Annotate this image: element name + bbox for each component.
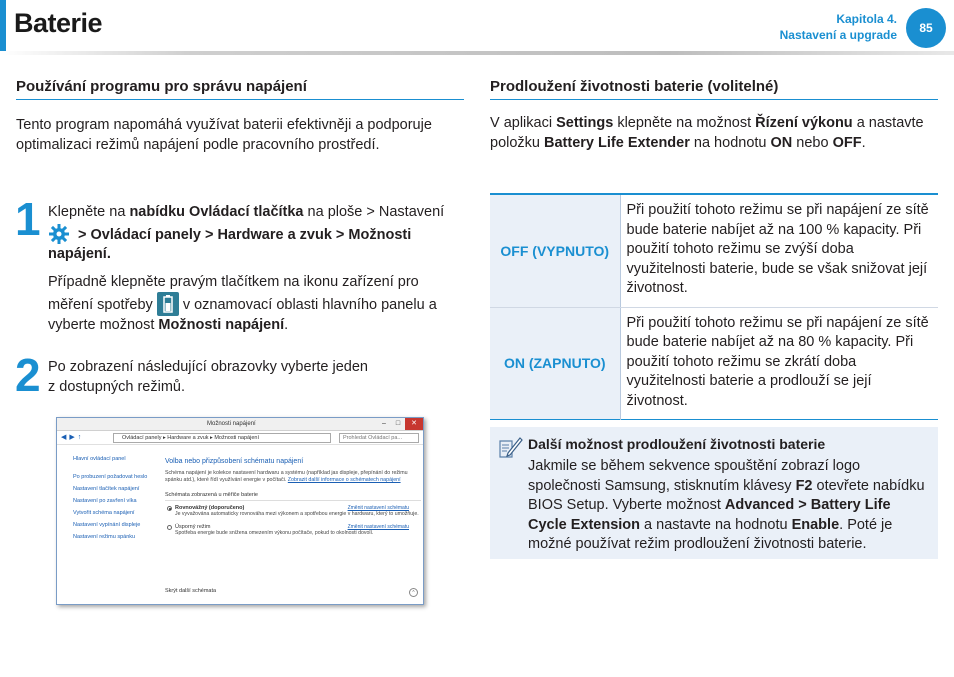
right-intro: V aplikaci Settings klepněte na možnost Řízení výkonu a nastavte položku Battery Life Extender na hodnotu ON nebo OFF. (490, 115, 924, 151)
chapter-label (780, 11, 897, 43)
page-title: Baterie (14, 8, 103, 38)
note-box (490, 427, 938, 559)
window-controls (377, 418, 423, 430)
close-icon[interactable]: ✕ (405, 418, 423, 430)
plan-power-saver[interactable] (165, 524, 421, 537)
change-plan-link[interactable]: Změnit nastavení schématu (347, 524, 409, 530)
sidebar-link[interactable]: Hlavní ovládací panel (73, 456, 126, 462)
table-value: Při použití tohoto režimu se při napájení ze sítě bude baterie nabíjet až na 80 % kapacity. Při použití tohoto režimu se zkrátí doba využitelnosti baterie a prodlouží se její životnost. (626, 314, 929, 409)
maximize-icon[interactable]: □ (395, 420, 401, 427)
nav-back-forward-icon[interactable]: ◀▶↑ (61, 434, 85, 441)
window-title: Možnosti napájení (207, 421, 256, 427)
page-number-badge: 85 (906, 8, 946, 48)
sidebar-link[interactable]: Nastavení po zavření víka (73, 498, 137, 504)
header-accent-bar (0, 0, 6, 52)
table-row (490, 194, 938, 307)
header-rule (0, 51, 954, 55)
window-main-heading: Volba nebo přizpůsobení schématu napájení (165, 458, 304, 465)
plans-group-label: Schémata zobrazená u měřiče baterie (165, 492, 421, 501)
plan-description: Je vyvažována automaticky rovnováha mezi výkonem a spotřebou energie v hardwaru, který to umožňuje. (175, 511, 419, 517)
plan-description: Spotřeba energie bude snížena omezením výkonu počítače, pokud to okolnosti dovolí. (175, 530, 374, 536)
hide-plans-label[interactable]: Skrýt další schémata (165, 588, 217, 594)
step-2-number: 2 (15, 349, 41, 401)
sidebar-link[interactable]: Nastavení tlačítek napájení (73, 486, 140, 492)
note-pencil-icon (496, 433, 524, 461)
window-main (165, 458, 421, 537)
left-section-heading: Používání programu pro správu napájení (16, 78, 464, 100)
gear-icon (48, 223, 70, 245)
mode-table (490, 193, 938, 420)
left-column (16, 78, 464, 155)
more-info-link[interactable]: Zobrazit další informace o schématech napájení (287, 477, 401, 483)
window-sidebar (57, 446, 157, 605)
window-titlebar (57, 418, 423, 431)
breadcrumb-path[interactable]: Ovládací panely ▸ Hardware a zvuk ▸ Možnosti napájení (113, 433, 331, 443)
step-1-number: 1 (15, 193, 41, 245)
chapter-number: Kapitola 4. (836, 12, 897, 26)
plan-name: Rovnovážný (doporučeno) (175, 505, 245, 511)
change-plan-link[interactable]: Změnit nastavení schématu (347, 505, 409, 511)
note-body: Jakmile se během sekvence spouštění zobrazí logo společnosti Samsung, stisknutím klávesy F2 otevřete nabídku BIOS Setup. Vyberte možnost Advanced > Battery Life Cycle Extension a nastavte na hodnotu Enable. Poté je možné používat režim prodloužení životnosti baterie. (528, 458, 925, 552)
left-intro: Tento program napomáhá využívat baterii efektivněji a podporuje optimalizaci režimů napájení podle pracovního prostředí. (16, 117, 432, 153)
step-2-text: Po zobrazení následující obrazovky vyberte jeden z dostupných režimů. (48, 359, 368, 395)
battery-meter-icon (157, 292, 179, 316)
page-header (0, 0, 954, 56)
sidebar-link[interactable]: Nastavení vypínání displeje (73, 522, 141, 528)
minimize-icon[interactable]: – (382, 420, 386, 427)
table-key: OFF (VYPNUTO) (490, 194, 620, 307)
sidebar-link[interactable]: Vytvořit schéma napájení (73, 510, 135, 516)
chevron-up-icon[interactable]: ⌃ (409, 588, 418, 597)
window-main-text: Schéma napájení je kolekce nastavení hardwaru a systému (například jas displeje, přepínání do režimu spánku atd.), které řídí využívání energie v počítači. Zobrazit další informace o schématech napájení (165, 470, 408, 483)
radio-selected-icon[interactable] (167, 506, 172, 511)
table-row (490, 307, 938, 420)
sidebar-link[interactable]: Po probuzení požadovat heslo (73, 474, 148, 480)
window-search-input[interactable]: Prohledat Ovládací pa... (339, 433, 419, 443)
radio-icon[interactable] (167, 525, 172, 530)
step-1-text: Klepněte na nabídku Ovládací tlačítka na ploše > Nastavení > Ovládací panely > Hardware a zvuk > Možnosti napájení. Případně klepněte pravým tlačítkem na ikonu zařízení pro měření spotřeby v oznamovací oblasti hlavního panelu a vyberte možnost Možnosti napájení. (48, 203, 448, 336)
table-value: Při použití tohoto režimu se při napájení ze sítě bude baterie nabíjet až na 100 % kapacity. Při použití tohoto režimu se zvýší doba využitelnosti baterie, bude se však snižovat její životnost. (620, 194, 938, 307)
power-options-window (56, 417, 424, 605)
plan-balanced[interactable] (165, 505, 421, 518)
note-title: Další možnost prodloužení životnosti baterie (528, 436, 826, 452)
sidebar-link[interactable]: Nastavení režimu spánku (73, 534, 136, 540)
chapter-title: Nastavení a upgrade (779, 28, 897, 42)
right-column (490, 78, 938, 153)
address-bar (57, 431, 423, 445)
step-1-alternative: Případně klepněte pravým tlačítkem na ikonu zařízení pro měření spotřeby v oznamovací oblasti hlavního panelu a vyberte možnost Možnosti napájení. (48, 273, 437, 333)
right-section-heading: Prodloužení životnosti baterie (volitelné) (490, 78, 938, 100)
plan-name: Úsporný režim (175, 524, 211, 530)
table-key: ON (ZAPNUTO) (490, 307, 620, 420)
